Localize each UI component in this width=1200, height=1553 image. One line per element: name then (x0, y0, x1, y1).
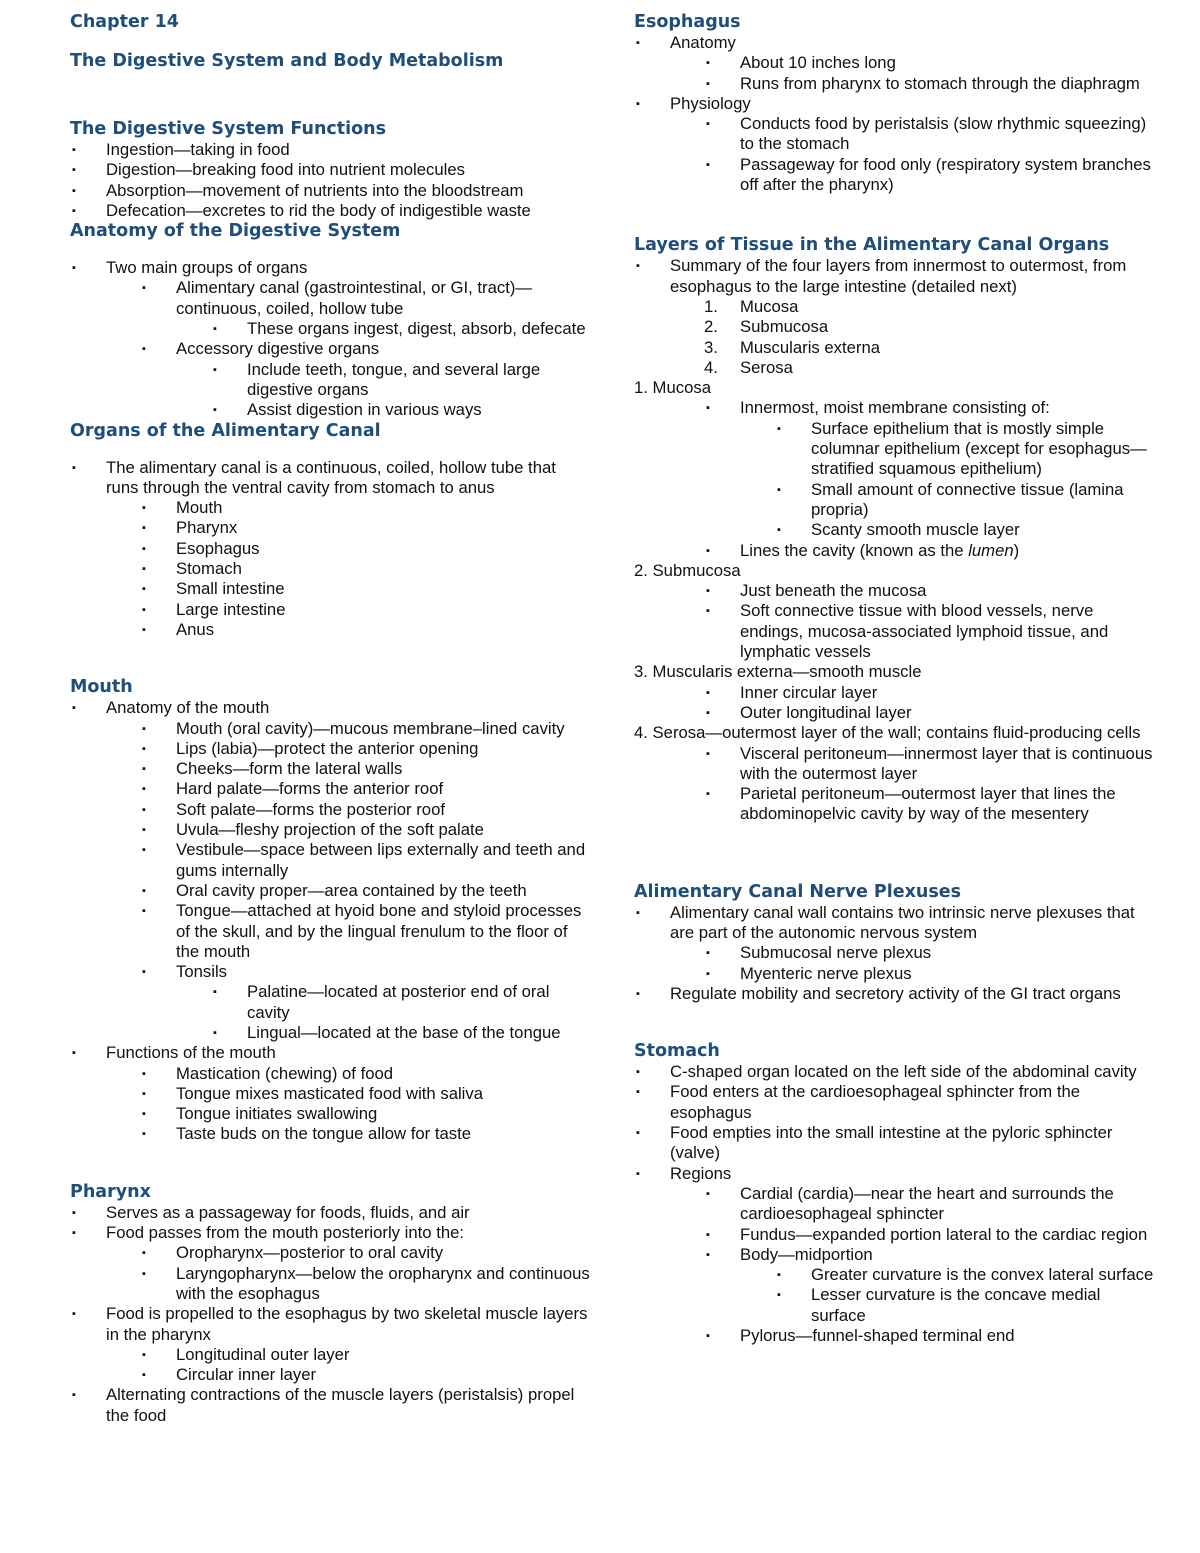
list-item: ▪ Hard palate—forms the anterior roof (70, 779, 590, 799)
list-item: ▪ Oral cavity proper—area contained by the teeth (70, 881, 590, 901)
numbered-item (634, 317, 1154, 337)
item-number: 2. (704, 317, 718, 337)
list-item: ▪ Physiology (634, 94, 1154, 114)
list-item: ▪ Surface epithelium that is mostly simple columnar epithelium (except for esophagus—stratified squamous epithelium) (634, 419, 1154, 480)
list-item: ▪ Alimentary canal (gastrointestinal, or GI, tract)—continuous, coiled, hollow tube (70, 278, 590, 319)
list-item: ▪ Inner circular layer (634, 683, 1154, 703)
list-item: ▪ Regulate mobility and secretory activity of the GI tract organs (634, 984, 1154, 1004)
lines-close: ) (1013, 540, 1020, 560)
list-item: ▪ Palatine—located at posterior end of oral cavity (70, 982, 590, 1023)
list-item: ▪ Longitudinal outer layer (70, 1345, 590, 1365)
list-item: ▪ These organs ingest, digest, absorb, defecate (70, 319, 590, 339)
list-item: ▪ Mouth (70, 498, 590, 518)
list-item: ▪ Cheeks—form the lateral walls (70, 759, 590, 779)
list-item: ▪ Food is propelled to the esophagus by two skeletal muscle layers in the pharynx (70, 1304, 590, 1345)
list-item: ▪ Lips (labia)—protect the anterior opening (70, 739, 590, 759)
list-item: ▪ Lingual—located at the base of the tongue (70, 1023, 590, 1043)
list-item: ▪ Myenteric nerve plexus (634, 964, 1154, 984)
list-item: ▪ Parietal peritoneum—outermost layer that lines the abdominopelvic cavity by way of the mesentery (634, 784, 1154, 825)
list-item: ▪ Mastication (chewing) of food (70, 1064, 590, 1084)
section-heading-nerves: Alimentary Canal Nerve Plexuses (634, 881, 962, 902)
list-item: ▪ Tongue initiates swallowing (70, 1104, 590, 1124)
list-item: ▪ Pylorus—funnel-shaped terminal end (634, 1326, 1154, 1346)
list-item: ▪ Anus (70, 620, 590, 640)
section-heading-layers: Layers of Tissue in the Alimentary Canal Organs (634, 235, 1110, 256)
item-text: Submucosa (740, 317, 829, 337)
list-item: ▪ Two main groups of organs (70, 258, 590, 278)
list-item: ▪ Circular inner layer (70, 1365, 590, 1385)
list-item: ▪ Pharynx (70, 518, 590, 538)
list-item: ▪ Accessory digestive organs (70, 339, 590, 359)
list-item: ▪ Oropharynx—posterior to oral cavity (70, 1243, 590, 1263)
list-item (634, 541, 1154, 561)
list-item: ▪ Laryngopharynx—below the oropharynx and continuous with the esophagus (70, 1264, 590, 1305)
list-item: ▪ Scanty smooth muscle layer (634, 520, 1154, 540)
list-item: ▪ Stomach (70, 559, 590, 579)
item-number: 3. (704, 337, 718, 357)
item-text: Serosa (740, 357, 793, 377)
list-item: ▪ Runs from pharynx to stomach through the diaphragm (634, 74, 1154, 94)
list-item: ▪ Body—midportion (634, 1245, 1154, 1265)
section-heading-mouth: Mouth (70, 677, 133, 698)
chapter-label: Chapter 14 (70, 12, 179, 32)
list-item: ▪ Innermost, moist membrane consisting of: (634, 398, 1154, 418)
list-item: ▪ Visceral peritoneum—innermost layer that is continuous with the outermost layer (634, 744, 1154, 785)
list-item: ▪ Small intestine (70, 579, 590, 599)
list-item: ▪ About 10 inches long (634, 53, 1154, 73)
list-item: ▪ Tongue—attached at hyoid bone and styloid processes of the skull, and by the lingual frenulum to the floor of the mouth (70, 901, 590, 962)
list-item: ▪ Lesser curvature is the concave medial surface (634, 1285, 1154, 1326)
section-heading-functions: The Digestive System Functions (70, 119, 387, 139)
list-item: ▪ Summary of the four layers from innermost to outermost, from esophagus to the large intestine (detailed next) (634, 256, 1154, 297)
list-item: ▪ Anatomy of the mouth (70, 698, 590, 718)
list-item: ▪ Defecation—excretes to rid the body of indigestible waste (70, 201, 590, 221)
list-item: ▪ Large intestine (70, 600, 590, 620)
left-column (70, 12, 590, 1426)
list-item: ▪ Alternating contractions of the muscle layers (peristalsis) propel the food (70, 1385, 590, 1426)
list-item: ▪ Include teeth, tongue, and several large digestive organs (70, 360, 590, 401)
list-item: ▪ Outer longitudinal layer (634, 703, 1154, 723)
list-item: ▪ Tongue mixes masticated food with saliva (70, 1084, 590, 1104)
section-heading-anatomy: Anatomy of the Digestive System (70, 221, 401, 242)
lumen-term: lumen (968, 540, 1014, 560)
list-item: ▪ Fundus—expanded portion lateral to the cardiac region (634, 1225, 1154, 1245)
item-number: 1. (704, 296, 718, 316)
section-heading-stomach: Stomach (634, 1041, 720, 1062)
list-item: ▪ Digestion—breaking food into nutrient molecules (70, 160, 590, 180)
section-heading-esophagus: Esophagus (634, 12, 741, 32)
list-item: ▪ Conducts food by peristalsis (slow rhythmic squeezing) to the stomach (634, 114, 1154, 155)
list-item: ▪ Serves as a passageway for foods, fluids, and air (70, 1203, 590, 1223)
subsection-title: 2. Submucosa (634, 560, 741, 580)
numbered-item (634, 358, 1154, 378)
list-item: ▪ Submucosal nerve plexus (634, 943, 1154, 963)
section-heading-organs: Organs of the Alimentary Canal (70, 420, 381, 441)
list-item: ▪ Small amount of connective tissue (lamina propria) (634, 480, 1154, 521)
subsection-title: 4. Serosa—outermost layer of the wall; contains fluid-producing cells (634, 723, 1141, 743)
list-item: ▪ Functions of the mouth (70, 1043, 590, 1063)
right-column (634, 12, 1154, 1346)
list-item: ▪ Vestibule—space between lips externally and teeth and gums internally (70, 840, 590, 881)
item-text: Mucosa (740, 296, 799, 316)
list-item: ▪ Food enters at the cardioesophageal sphincter from the esophagus (634, 1082, 1154, 1123)
list-item: ▪ C-shaped organ located on the left side of the abdominal cavity (634, 1062, 1154, 1082)
list-item: ▪ Alimentary canal wall contains two intrinsic nerve plexuses that are part of the autonomic nervous system (634, 903, 1154, 944)
list-item: ▪ Greater curvature is the convex lateral surface (634, 1265, 1154, 1285)
list-item: ▪ Ingestion—taking in food (70, 140, 590, 160)
lines-text: Lines the cavity (known as the (740, 540, 969, 560)
list-item: ▪ Assist digestion in various ways (70, 400, 590, 420)
list-item: ▪ Soft palate—forms the posterior roof (70, 800, 590, 820)
item-text: Muscularis externa (740, 337, 881, 357)
subsection-title: 3. Muscularis externa—smooth muscle (634, 662, 922, 682)
section-heading-pharynx: Pharynx (70, 1181, 151, 1202)
numbered-item (634, 297, 1154, 317)
list-item: ▪ Uvula—fleshy projection of the soft palate (70, 820, 590, 840)
item-number: 4. (704, 357, 718, 377)
subsection-title: 1. Mucosa (634, 378, 711, 398)
list-item: ▪ Tonsils (70, 962, 590, 982)
list-item: ▪ Absorption—movement of nutrients into the bloodstream (70, 181, 590, 201)
list-item: ▪ Cardial (cardia)—near the heart and surrounds the cardioesophageal sphincter (634, 1184, 1154, 1225)
list-item: ▪ Regions (634, 1164, 1154, 1184)
list-item: ▪ Just beneath the mucosa (634, 581, 1154, 601)
list-item: ▪ Taste buds on the tongue allow for taste (70, 1124, 590, 1144)
list-item: ▪ Food empties into the small intestine at the pyloric sphincter (valve) (634, 1123, 1154, 1164)
list-item: ▪ Food passes from the mouth posteriorly into the: (70, 1223, 590, 1243)
list-item: ▪ Soft connective tissue with blood vessels, nerve endings, mucosa-associated lymphoid tissue, and lymphatic vessels (634, 601, 1154, 662)
document-title: The Digestive System and Body Metabolism (70, 51, 504, 71)
list-item: ▪ Esophagus (70, 539, 590, 559)
list-item: ▪ The alimentary canal is a continuous, coiled, hollow tube that runs through the ventral cavity from stomach to anus (70, 458, 590, 499)
list-item: ▪ Mouth (oral cavity)—mucous membrane–lined cavity (70, 719, 590, 739)
list-item: ▪ Passageway for food only (respiratory system branches off after the pharynx) (634, 155, 1154, 196)
list-item: ▪ Anatomy (634, 33, 1154, 53)
numbered-item (634, 338, 1154, 358)
